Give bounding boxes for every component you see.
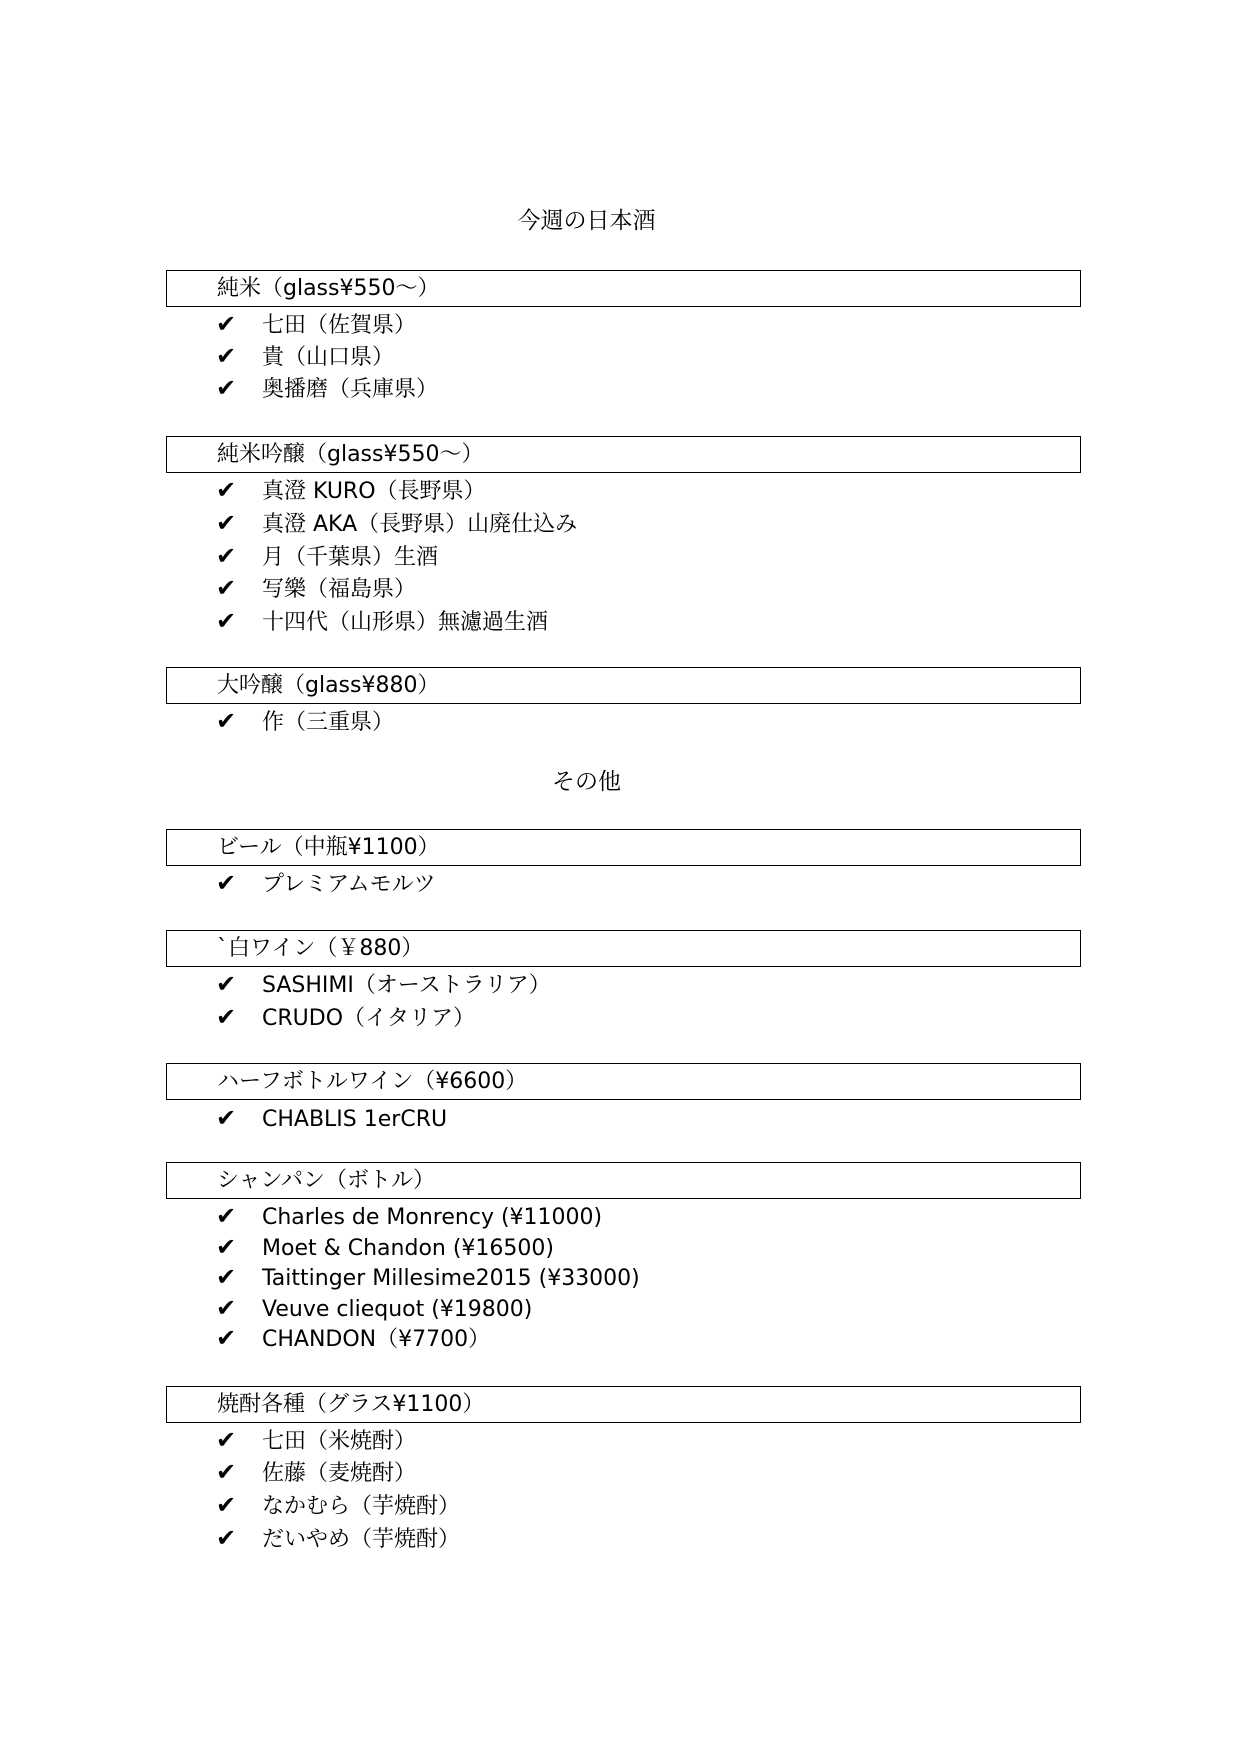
list-item	[216, 572, 416, 604]
check-icon: ✔	[216, 310, 237, 338]
item-label: なかむら（芋焼酎）	[262, 1494, 461, 1519]
list-item	[216, 605, 548, 637]
category-header-white-wine: `白ワイン（￥880）	[166, 930, 1081, 967]
item-label: だいやめ（芋焼酎）	[262, 1527, 461, 1552]
item-label: 奥播磨（兵庫県）	[262, 377, 439, 402]
category-header-junmai: 純米（glass¥550～）	[166, 270, 1081, 307]
item-label: 十四代（山形県）無濾過生酒	[262, 610, 549, 635]
item-label: Charles de Monrency (¥11000)	[262, 1205, 603, 1230]
list-item	[216, 1522, 460, 1554]
item-label: CHABLIS 1erCRU	[262, 1107, 448, 1132]
list-item	[216, 1489, 460, 1521]
list-item	[216, 507, 577, 539]
item-label: Taittinger Millesime2015 (¥33000)	[262, 1266, 640, 1291]
check-icon: ✔	[216, 970, 237, 998]
check-icon: ✔	[216, 574, 237, 602]
list-item	[216, 372, 438, 404]
check-icon: ✔	[216, 374, 237, 402]
list-item	[216, 1200, 602, 1232]
check-icon: ✔	[216, 1491, 237, 1519]
category-header-half-bottle-wine: ハーフボトルワイン（¥6600）	[166, 1063, 1081, 1100]
item-label: 真澄 AKA（長野県）山廃仕込み	[262, 512, 578, 537]
list-item	[216, 474, 486, 506]
list-item	[216, 1001, 475, 1033]
page-title-sake: 今週の日本酒	[517, 208, 656, 234]
list-item	[216, 1261, 640, 1293]
item-label: 月（千葉県）生酒	[262, 545, 439, 570]
item-label: 作（三重県）	[262, 710, 395, 735]
category-header-junmai-ginjo: 純米吟醸（glass¥550～）	[166, 436, 1081, 473]
check-icon: ✔	[216, 1294, 237, 1322]
item-label: SASHIMI（オーストラリア）	[262, 973, 551, 998]
check-icon: ✔	[216, 542, 237, 570]
check-icon: ✔	[216, 1202, 237, 1230]
check-icon: ✔	[216, 1426, 237, 1454]
check-icon: ✔	[216, 1263, 237, 1291]
check-icon: ✔	[216, 869, 237, 897]
category-header-beer: ビール（中瓶¥1100）	[166, 829, 1081, 866]
item-label: 七田（米焼酎）	[262, 1429, 417, 1454]
check-icon: ✔	[216, 509, 237, 537]
list-item	[216, 1456, 416, 1488]
item-label: Moet & Chandon (¥16500)	[262, 1236, 554, 1261]
check-icon: ✔	[216, 1458, 237, 1486]
check-icon: ✔	[216, 1233, 237, 1261]
item-label: CHANDON（¥7700）	[262, 1327, 491, 1352]
item-label: 貴（山口県）	[262, 345, 395, 370]
list-item	[216, 1102, 447, 1134]
category-header-daiginjo: 大吟醸（glass¥880）	[166, 667, 1081, 704]
list-item	[216, 308, 416, 340]
item-label: Veuve cliequot (¥19800)	[262, 1297, 533, 1322]
item-label: 佐藤（麦焼酎）	[262, 1461, 417, 1486]
item-label: CRUDO（イタリア）	[262, 1006, 476, 1031]
check-icon: ✔	[216, 1104, 237, 1132]
list-item	[216, 340, 394, 372]
list-item	[216, 1322, 490, 1354]
item-label: プレミアムモルツ	[262, 872, 436, 897]
category-header-champagne: シャンパン（ボトル）	[166, 1162, 1081, 1199]
list-item	[216, 1292, 532, 1324]
list-item	[216, 1231, 554, 1263]
item-label: 七田（佐賀県）	[262, 313, 417, 338]
check-icon: ✔	[216, 707, 237, 735]
item-label: 写樂（福島県）	[262, 577, 417, 602]
check-icon: ✔	[216, 1324, 237, 1352]
page-title-other: その他	[552, 769, 621, 795]
check-icon: ✔	[216, 1003, 237, 1031]
list-item	[216, 1424, 416, 1456]
check-icon: ✔	[216, 476, 237, 504]
list-item	[216, 867, 436, 899]
list-item	[216, 968, 551, 1000]
check-icon: ✔	[216, 342, 237, 370]
list-item	[216, 705, 394, 737]
list-item	[216, 540, 438, 572]
item-label: 真澄 KURO（長野県）	[262, 479, 486, 504]
check-icon: ✔	[216, 607, 237, 635]
check-icon: ✔	[216, 1524, 237, 1552]
category-header-shochu: 焼酎各種（グラス¥1100）	[166, 1386, 1081, 1423]
